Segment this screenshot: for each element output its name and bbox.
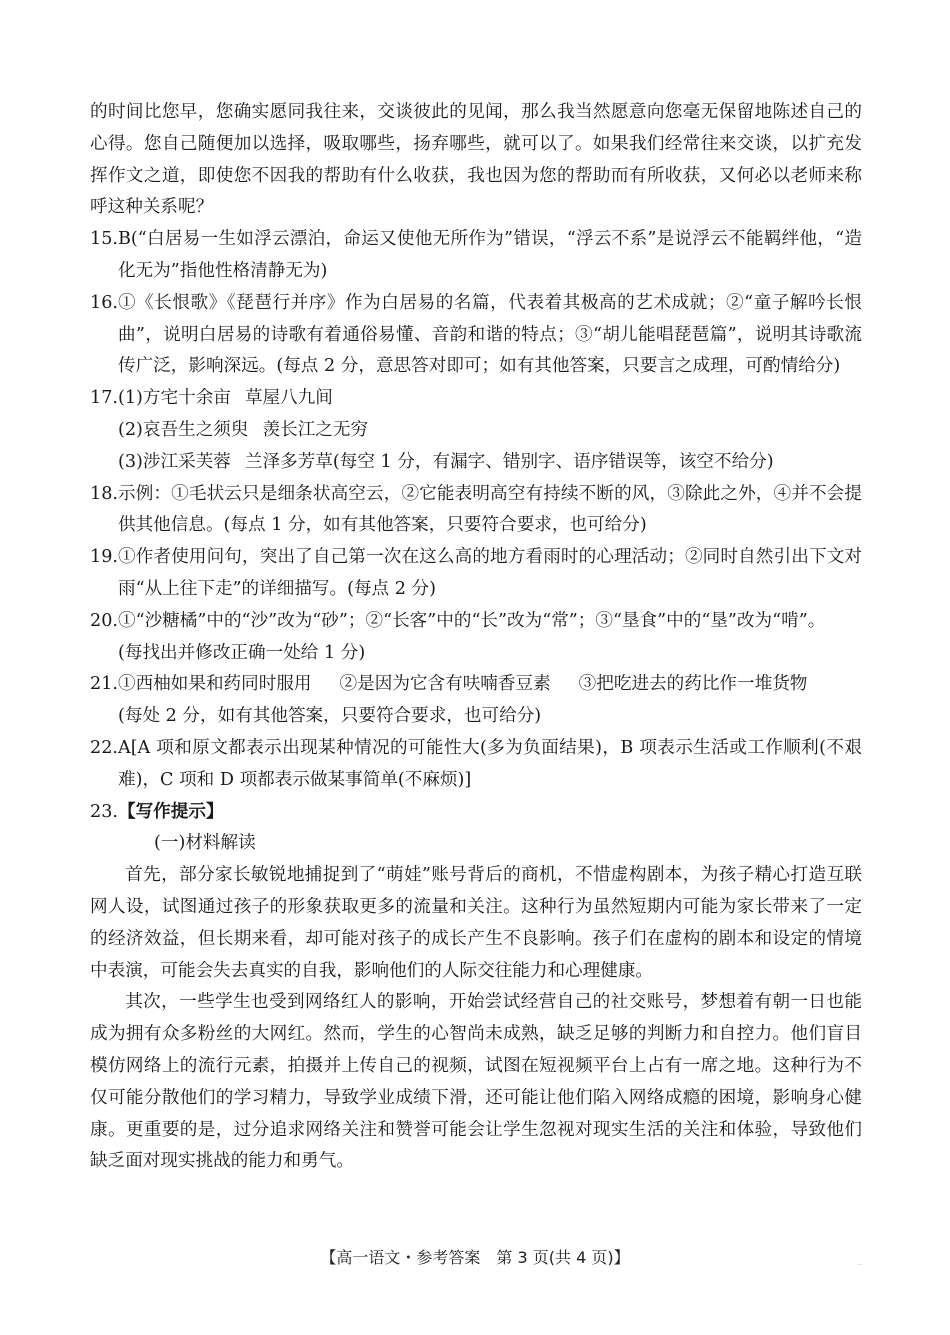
blank-5: (3)涉江采芙蓉 bbox=[118, 451, 231, 472]
answer-number: 23. bbox=[90, 801, 118, 822]
answer-number: 16. bbox=[90, 292, 118, 313]
answer-15 bbox=[90, 224, 862, 288]
answer-number: 20. bbox=[90, 610, 118, 631]
answer-text: A[A 项和原文都表示出现某种情况的可能性大(多为负面结果)，B 项表示生活或工作顺利(不艰难)，C 项和 D 项都表示做某事简单(不麻烦)] bbox=[117, 737, 862, 790]
page-content bbox=[90, 97, 862, 1178]
answer-18 bbox=[90, 479, 862, 543]
answer-text bbox=[118, 669, 862, 701]
blank-2: ②是因为它含有呋喃香豆素 bbox=[339, 674, 551, 695]
answer-number: 22. bbox=[90, 737, 118, 758]
paragraph-first: 首先，部分家长敏锐地捕捉到了“萌娃”账号背后的商机，不惜虚构剧本，为孩子精心打造互联网人设，试图通过孩子的形象获取更多的流量和关注。这种行为虽然短期内可能为家长带来了一定的经济效益，但长期来看，却可能对孩子的成长产生不良影响。孩子们在虚构的剧本和设定的情境中表演，可能会失去真实的自我，影响他们的人际交往能力和心理健康。 bbox=[90, 865, 862, 981]
blank-3: (2)哀吾生之须臾 bbox=[118, 419, 249, 440]
answer-number: 15. bbox=[90, 229, 118, 250]
answer-text: B(“白居易一生如浮云漂泊，命运又使他无所作为”错误，“浮云不系”是说浮云不能羁绊他，“造化无为”指他性格清静无为) bbox=[117, 229, 862, 281]
answer-text: ①《长恨歌》《琵琶行并序》作为白居易的名篇，代表着其极高的艺术成就；②“童子解吟长恨曲”，说明白居易的诗歌有着通俗易懂、音韵和谐的特点；③“胡儿能唱琵琶篇”，说明其诗歌流传广泛，影响深远。(每点 2 分，意思答对即可；如有其他答案，只要言之成理，可酌情给分) bbox=[117, 292, 862, 377]
answer-17-line-3 bbox=[90, 447, 862, 479]
answer-number: 17. bbox=[90, 388, 118, 409]
answer-text: ①作者使用问句，突出了自己第一次在这么高的地方看雨时的心理活动；②同时自然引出下文对雨“从上往下走”的详细描写。(每点 2 分) bbox=[117, 547, 862, 599]
answer-number: 21. bbox=[90, 674, 118, 695]
writing-tips-heading: 【写作提示】 bbox=[117, 801, 224, 822]
blank-1: ①西柚如果和药同时服用 bbox=[117, 674, 312, 695]
answer-21 bbox=[90, 669, 862, 701]
answer-23 bbox=[90, 797, 862, 829]
answer-22 bbox=[90, 733, 862, 797]
blank-4: 羡长江之无穷 bbox=[262, 419, 369, 440]
answer-number: 19. bbox=[90, 547, 118, 568]
blank-2: 草屋八九间 bbox=[244, 388, 333, 409]
section-title: (一)材料解读 bbox=[154, 833, 256, 854]
blank-6: 兰泽多芳草(每空 1 分，有漏字、错别字、语序错误等，该空不给分) bbox=[244, 451, 774, 472]
answer-16 bbox=[90, 288, 862, 383]
answer-19 bbox=[90, 542, 862, 606]
answer-text: 示例：①毛状云只是细条状高空云，②它能表明高空有持续不断的风，③除此之外，④并不会提供其他信息。(每点 1 分，如有其他答案，只要符合要求，也可给分) bbox=[117, 483, 862, 536]
page-footer: 【高一语文・参考答案 第 3 页(共 4 页)】 bbox=[320, 1248, 630, 1267]
answer-17 bbox=[90, 383, 862, 415]
blank-1: (1)方宅十余亩 bbox=[117, 388, 231, 409]
answer-text bbox=[118, 383, 862, 415]
answer-17-line-2 bbox=[90, 415, 862, 447]
answer-20-note: (每找出并修改正确一处给 1 分) bbox=[118, 642, 366, 663]
scan-mark: .. bbox=[856, 1258, 862, 1267]
paragraph-second: 其次，一些学生也受到网络红人的影响，开始尝试经营自己的社交账号，梦想着有朝一日也能成为拥有众多粉丝的大网红。然而，学生的心智尚未成熟，缺乏足够的判断力和自控力。他们盲目模仿网络上的流行元素，拍摄并上传自己的视频，试图在短视频平台上占有一席之地。这种行为不仅可能分散他们的学习精力，导致学业成绩下滑，还可能让他们陷入网络成瘾的困境，影响身心健康。更重要的是，过分追求网络关注和赞誉可能会让学生忽视对现实生活的关注和体验，导致他们缺乏面对现实挑战的能力和勇气。 bbox=[90, 992, 862, 1172]
translation-continuation: 的时间比您早，您确实愿同我往来，交谈彼此的见闻，那么我当然愿意向您毫无保留地陈述自己的心得。您自己随便加以选择，吸取哪些，扬弃哪些，就可以了。如果我们经常往来交谈，以扩充发挥作文之道，即使您不因我的帮助有什么收获，我也因为您的帮助而有所收获，又何必以老师来称呼这种关系呢？ bbox=[90, 102, 862, 218]
answer-text: ①“沙糖橘”中的“沙”改为“砂”；②“长客”中的“长”改为“常”；③“垦食”中的“垦”改为“啃”。 bbox=[117, 610, 826, 631]
answer-21-note: (每处 2 分，如有其他答案，只要符合要求，也可给分) bbox=[118, 706, 542, 727]
blank-3: ③把吃进去的药比作一堆货物 bbox=[578, 674, 808, 695]
answer-20 bbox=[90, 606, 862, 638]
answer-number: 18. bbox=[90, 483, 118, 504]
